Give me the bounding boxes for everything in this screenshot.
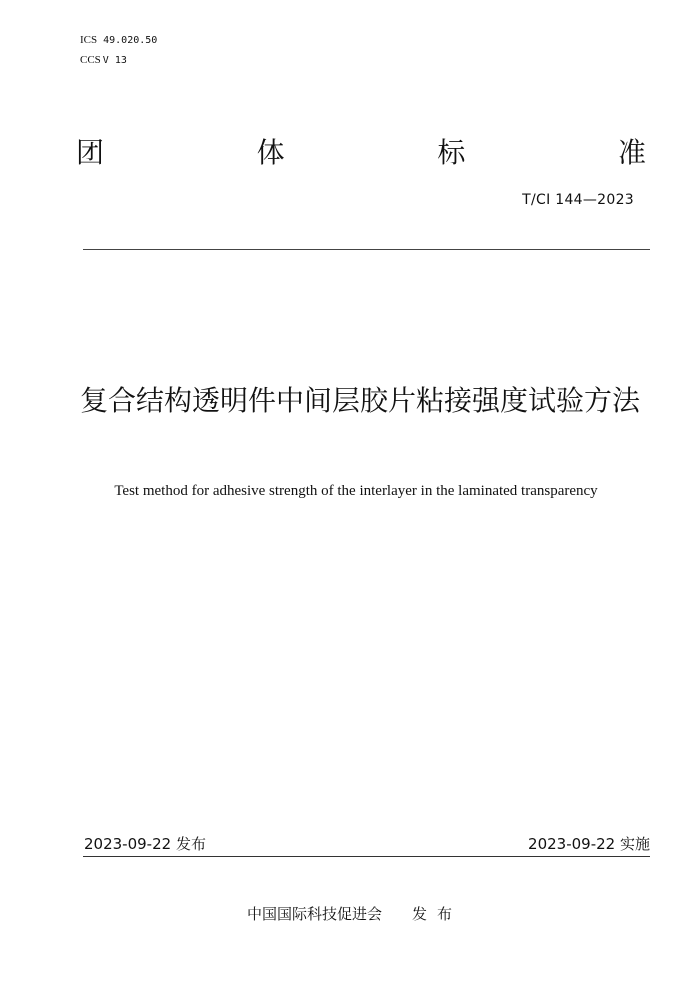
standard-type-char: 标 — [437, 136, 466, 169]
issuer-line — [247, 904, 462, 924]
ccs-label: CCS — [80, 54, 101, 66]
standard-type-char: 体 — [256, 136, 285, 169]
ics-classification — [80, 34, 157, 47]
standard-type-char: 团 — [76, 136, 105, 169]
issue-label: 发布 — [412, 905, 463, 923]
footer-divider — [83, 856, 650, 857]
standard-type-heading — [76, 136, 646, 170]
publish-date: 2023-09-22 发布 — [84, 835, 206, 853]
ccs-code: V 13 — [102, 55, 127, 66]
ics-label: ICS — [80, 34, 98, 46]
standard-number: T/CI 144—2023 — [522, 192, 634, 208]
implement-date: 2023-09-22 实施 — [528, 835, 650, 853]
ccs-classification — [80, 54, 127, 67]
standard-type-char: 准 — [617, 136, 646, 169]
document-title-chinese: 复合结构透明件中间层胶片粘接强度试验方法 — [79, 384, 640, 417]
ics-code: 49.020.50 — [103, 35, 158, 46]
document-title-english: Test method for adhesive strength of the interlayer in the laminated transparency — [114, 483, 598, 499]
issuer-organization: 中国国际科技促进会 — [247, 905, 383, 923]
header-divider — [83, 249, 650, 250]
